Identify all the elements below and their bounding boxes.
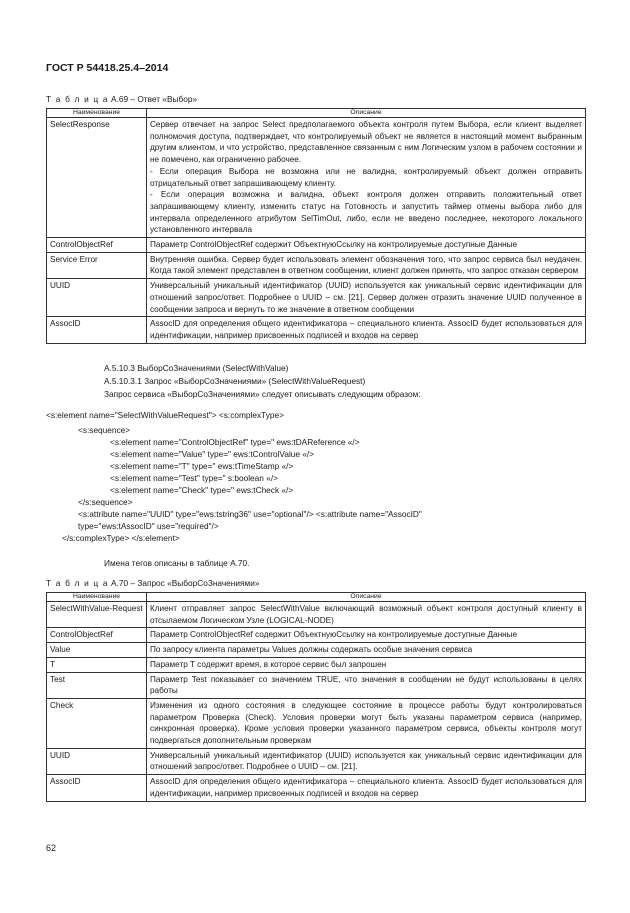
cell-description (147, 252, 586, 278)
cell-description (147, 657, 586, 672)
code-line: <s:attribute name="UUID" type="ews:tstring36" use="optional"/> <s:attribute name="AssocID" (78, 509, 422, 519)
description-paragraph: AssocID для определения общего идентификатора – специального клиента. AssocID будет использоваться для идентификации, например присвоенных подписей и входов на сервер (150, 777, 582, 798)
cell-description (147, 643, 586, 658)
description-paragraph: - Если операция возможна и валидна, объект контроля должен отправить положительный ответ запрашивающему клиенту, изменить статус на Готовность и запустить таймер отмены выбора либо для интервала определенного атрибутом SelTimOut, либо, если не введено последнее, некоторого локального установленного интервала (150, 190, 582, 235)
cell-name: T (47, 657, 147, 672)
description-paragraph: Параметр Test показывает со значением TRUE, что значения в сообщении не будут использованы в целях работы (150, 674, 582, 696)
caption-prefix: Т а б л и ц а (46, 94, 109, 104)
code-line: <s:element name="Value" type=" ews:tControlValue «/> (110, 449, 315, 459)
cell-name: Test (47, 672, 147, 698)
table-69-caption (46, 94, 197, 104)
table-row (47, 118, 586, 238)
cell-name: AssocID (47, 317, 147, 343)
table-row (47, 643, 586, 658)
cell-description (147, 628, 586, 643)
description-paragraph: Клиент отправляет запрос SelectWithValue включающий возможный объект контроля доступный клиенту в отсылаемом Логическом Узле (LOGICAL-NODE) (150, 604, 582, 625)
code-line: </s:complexType> </s:element> (62, 533, 180, 543)
table-69 (46, 108, 586, 344)
table-row (47, 317, 586, 343)
code-line: </s:sequence> (78, 497, 133, 507)
cell-name: AssocID (47, 775, 147, 801)
code-line: <s:element name="Check" type=" ews:tCheck «/> (110, 485, 294, 495)
description-paragraph: Параметр ControlObjectRef содержит ОбъектнуюСсылку на контролируемые доступные Данные (150, 630, 518, 640)
cell-description (147, 317, 586, 343)
description-paragraph: Параметр T содержит время, в которое сервис был запрошен (150, 659, 387, 669)
table-row (47, 748, 586, 774)
description-paragraph: Универсальный уникальный идентификатор (UUID) используется как уникальный сервис идентификации для отношений запрос/ответ. Подробнее о UUID – см. [21]. (150, 750, 582, 772)
cell-description (147, 775, 586, 801)
cell-description (147, 602, 586, 628)
column-header-name: Наименование (47, 109, 147, 118)
code-line: <s:element name="ControlObjectRef" type=" ews:tDAReference «/> (110, 437, 360, 447)
description-paragraph: AssocID для определения общего идентификатора – специального клиента. AssocID будет использоваться для идентификации, например присвоенных подписей и входов на сервер (150, 319, 582, 340)
description-paragraph: По запросу клиента параметры Values должны содержать особые значения сервиса (150, 645, 473, 655)
table-row (47, 252, 586, 278)
description-paragraph: Универсальный уникальный идентификатор (UUID) используется как уникальный сервис идентификации для отношений запрос/ответ. Подробнее о UUID – см. [21]. Сервер должен отразить значение UUID полученное в сообщении запроса и вернуть то же значение в ответном сообщении (150, 281, 582, 314)
cell-name: Service Error (47, 252, 147, 278)
cell-description (147, 698, 586, 748)
page-number: 62 (46, 843, 57, 853)
table-row (47, 602, 586, 628)
description-paragraph: Параметр ControlObjectRef содержит ОбъектнуюСсылку на контролируемые доступные Данные (150, 240, 518, 250)
caption-text: А.69 – Ответ «Выбор» (111, 94, 198, 104)
code-line: <s:element name="SelectWithValueRequest"> <s:complexType> (46, 410, 284, 420)
cell-description (147, 279, 586, 317)
description-paragraph: - Если операция Выбора не возможна или не валидна, контролируемый объект должен отправить отрицательный ответ запрашивающему клиенту. (150, 166, 582, 188)
cell-name: SelectResponse (47, 118, 147, 238)
cell-description (147, 238, 586, 253)
description-paragraph: Внутренняя ошибка. Сервер будет использовать элемент обозначения того, что запрос сервиса был неудачен. Когда такой элемент представлен в ответном сообщении, клиент должен принять, что запрос отказан сервером (150, 254, 582, 276)
cell-description (147, 748, 586, 774)
table-row (47, 775, 586, 801)
caption-prefix: Т а б л и ц а (46, 578, 109, 588)
table-70 (46, 592, 586, 802)
cell-name: Check (47, 698, 147, 748)
document-header: ГОСТ Р 54418.25.4–2014 (46, 62, 169, 74)
section-paragraph: Запрос сервиса «ВыборСоЗначениями» следует описывать следующим образом: (104, 389, 421, 399)
cell-description (147, 672, 586, 698)
table-row (47, 628, 586, 643)
code-line: <s:element name="Test" type=" s:boolean «/> (110, 473, 278, 483)
code-line: <s:sequence> (78, 425, 131, 435)
cell-name: UUID (47, 748, 147, 774)
code-line: type="ews:tAssocID" use="required"/> (78, 521, 219, 531)
column-header-description: Описание (147, 593, 586, 602)
table-row (47, 238, 586, 253)
subsection-heading: А.5.10.3.1 Запрос «ВыборСоЗначениями» (SelectWithValueRequest) (104, 376, 366, 386)
cell-name: Value (47, 643, 147, 658)
description-paragraph: Сервер отвечает на запрос Select предполагаемого объекта контроля путем Выбора, если клиент выделяет полномочия доступа, подтверждает, что контролируемый объект не является в настоящий момент выбранным другим клиентом, и что устройство, представленное связанным с ним Логическим узлом в рабочем состоянии и не помечено, как ограниченно рабочее. (150, 120, 582, 165)
tags-note: Имена тегов описаны в таблице А.70. (104, 558, 250, 568)
code-line: <s:element name="T" type=" ews:tTimeStamp «/> (110, 461, 294, 471)
cell-name: ControlObjectRef (47, 238, 147, 253)
caption-text: А.70 – Запрос «ВыборСоЗначениями» (111, 578, 260, 588)
cell-name: ControlObjectRef (47, 628, 147, 643)
table-row (47, 279, 586, 317)
column-header-name: Наименование (47, 593, 147, 602)
cell-name: UUID (47, 279, 147, 317)
cell-name: SelectWithValue-Request (47, 602, 147, 628)
section-heading: А.5.10.3 ВыборСоЗначениями (SelectWithValue) (104, 363, 289, 373)
table-row (47, 672, 586, 698)
column-header-description: Описание (147, 109, 586, 118)
table-row (47, 698, 586, 748)
description-paragraph: Изменения из одного состояния в следующее состояние в процессе работы будут контролироваться параметром Проверка (Check). Условия проверки могут быть указаны параметром сервиса (например, синхронная проверка). Кроме условия проверки указанного параметром сервиса, объекты контроля могут подвергаться дополнительным проверкам (150, 700, 582, 746)
table-row (47, 657, 586, 672)
table-70-caption (46, 578, 259, 588)
cell-description (147, 118, 586, 238)
